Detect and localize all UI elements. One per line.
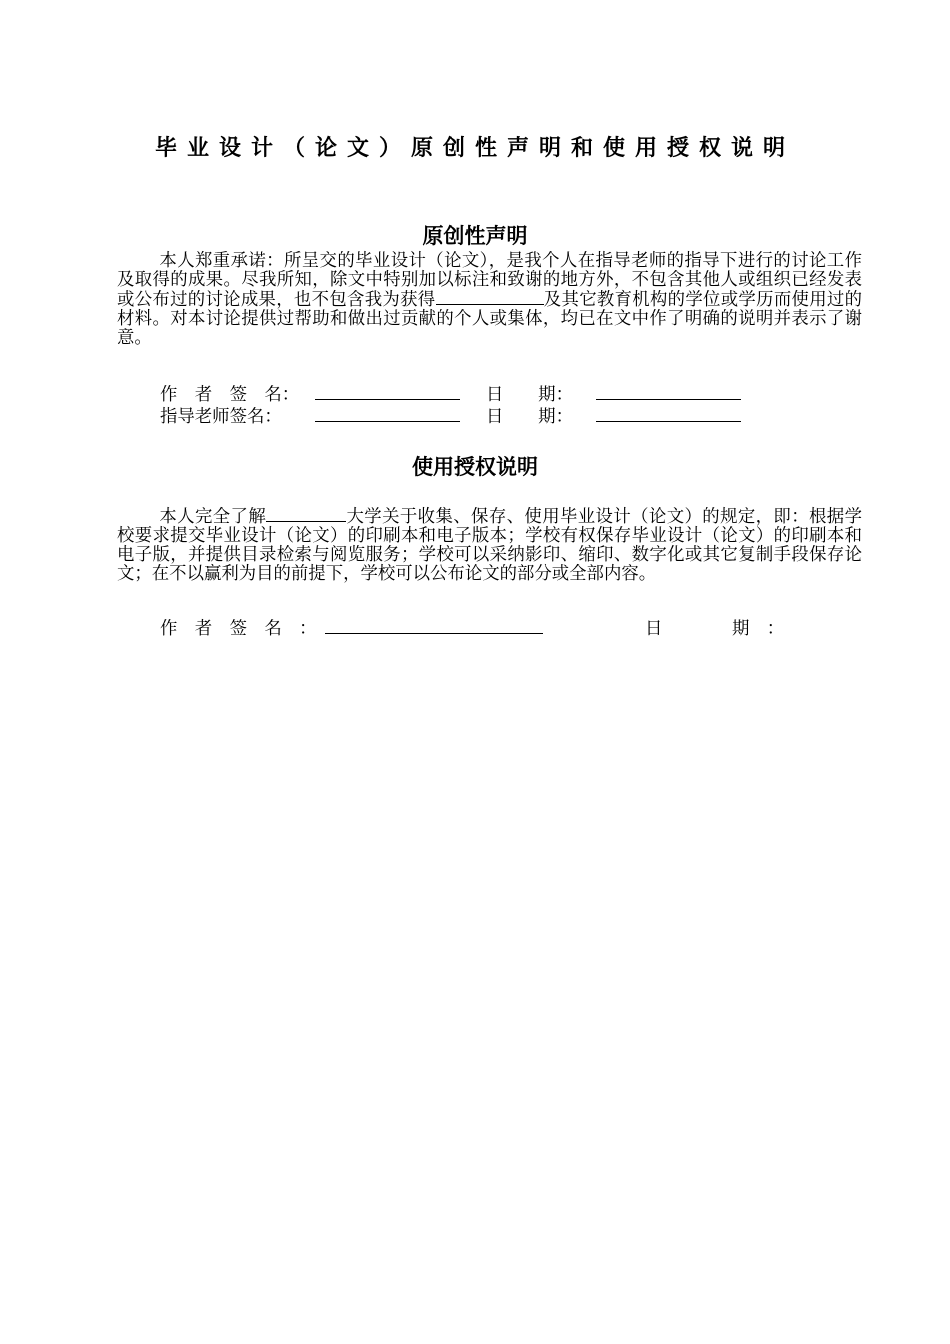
authorization-paragraph <box>117 507 862 584</box>
authorization-date-label: 日 期 ： <box>645 619 785 639</box>
authorization-heading: 使用授权说明 <box>412 455 538 479</box>
advisor-signature-row <box>160 408 741 427</box>
author-date-line <box>596 399 741 400</box>
originality-text-part-2: 及其它教育机构的学位或学历而使用过的材料。对本讨论提供过帮助和做出过贡献的个人或集体，均已在文中作了明确的说明并表示了谢意。 <box>117 290 862 349</box>
university-blank <box>266 507 346 522</box>
originality-paragraph <box>117 252 862 348</box>
authorization-author-sign-label: 作 者 签 名 ： <box>160 619 317 639</box>
advisor-sign-label: 指导老师签名： <box>160 407 282 427</box>
advisor-date-line <box>596 421 741 422</box>
author-date-label: 日 期： <box>486 385 573 405</box>
authorization-signature-row <box>160 620 784 639</box>
authorization-author-sign-line <box>325 633 543 634</box>
originality-heading: 原创性声明 <box>422 224 528 248</box>
advisor-date-label: 日 期： <box>486 407 573 427</box>
advisor-sign-line <box>315 421 460 422</box>
author-sign-line <box>315 399 460 400</box>
authorization-text-part-1: 本人完全了解 <box>159 507 267 527</box>
document-title: 毕业设计（论文）原创性声明和使用授权说明 <box>154 136 795 161</box>
author-sign-label: 作 者 签 名： <box>160 385 300 405</box>
institution-blank <box>436 290 544 305</box>
author-signature-row <box>160 386 741 405</box>
originality-text-part-1: 本人郑重承诺：所呈交的毕业设计（论文），是我个人在指导老师的指导下进行的讨论工作及取得的成果。尽我所知，除文中特别加以标注和致谢的地方外，不包含其他人或组织已经发表或公布过的讨论成果，也不包含我为获得 <box>117 251 862 311</box>
authorization-text-part-2: 大学关于收集、保存、使用毕业设计（论文）的规定，即：根据学校要求提交毕业设计（论文）的印刷本和电子版本；学校有权保存毕业设计（论文）的印刷本和电子版，并提供目录检索与阅览服务；学校可以采纳影印、缩印、数字化或其它复制手段保存论文；在不以赢利为目的前提下，学校可以公布论文的部分或全部内容。 <box>117 507 862 585</box>
